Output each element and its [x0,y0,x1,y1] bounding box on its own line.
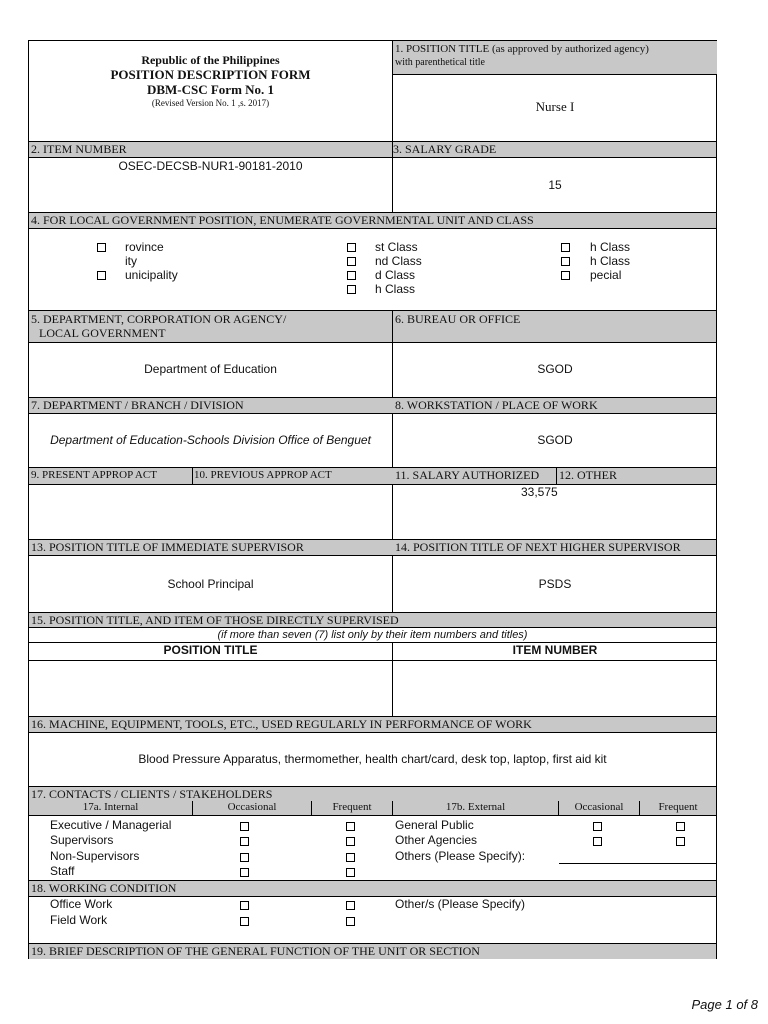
supervised-note: (if more than seven (7) list only by their item numbers and titles) [217,629,528,641]
office-work-frequent-checkbox[interactable] [346,901,355,910]
class-4-checkbox[interactable] [347,285,356,294]
item-number-label: 2. ITEM NUMBER [31,142,127,156]
contacts-header-row [29,801,716,816]
equipment-label: 16. MACHINE, EQUIPMENT, TOOLS, ETC., USED REGULARLY IN PERFORMANCE OF WORK [29,716,716,733]
header-form-name: POSITION DESCRIPTION FORM [110,67,311,82]
section-7-8-bar [29,397,716,414]
working-condition-label: 18. WORKING CONDITION [29,880,716,897]
class-5-checkbox[interactable] [561,243,570,252]
general-public-frequent-checkbox[interactable] [676,822,685,831]
class-6-label: h Class [590,254,631,268]
item-number-column-header: ITEM NUMBER [512,643,598,657]
salary-authorized-value[interactable]: 33,575 [521,485,558,499]
class-1-checkbox[interactable] [347,243,356,252]
local-government-label: 4. FOR LOCAL GOVERNMENT POSITION, ENUMERATE GOVERNMENTAL UNIT AND CLASS [29,212,716,229]
other-agencies-occasional-checkbox[interactable] [593,837,602,846]
form-header [29,41,392,141]
general-public-occasional-checkbox[interactable] [593,822,602,831]
present-approp-label: 9. PRESENT APPROP ACT [31,469,157,481]
internal-header: 17a. Internal [82,801,139,813]
special-label: pecial [590,268,622,282]
equipment-value[interactable]: Blood Pressure Apparatus, thermomether, health chart/card, desk top, laptop, first aid kit [138,752,607,766]
executive-frequent-checkbox[interactable] [346,822,355,831]
position-description-form [28,40,717,959]
other-agencies-frequent-checkbox[interactable] [676,837,685,846]
other-conditions-label: Other/s (Please Specify) [395,897,526,911]
item-number-value[interactable]: OSEC-DECSB-NUR1-90181-2010 [118,159,303,173]
others-specify-label: Others (Please Specify): [395,849,526,863]
division-value[interactable]: Department of Education-Schools Division Office of Benguet [50,433,371,447]
field-work-occasional-checkbox[interactable] [240,917,249,926]
class-1-label: st Class [375,240,418,254]
others-specify-field[interactable] [559,863,716,864]
previous-approp-label: 10. PREVIOUS APPROP ACT [194,469,332,481]
header-revision: (Revised Version No. 1 ,s. 2017) [151,98,270,108]
class-6-checkbox[interactable] [561,257,570,266]
section-5-6-bar: 5. DEPARTMENT, CORPORATION OR AGENCY/ LOCAL GOVERNMENT 6. BUREAU OR OFFICE [29,310,716,343]
immediate-supervisor-label: 13. POSITION TITLE OF IMMEDIATE SUPERVISOR [31,540,304,554]
class-3-checkbox[interactable] [347,271,356,280]
other-agencies-label: Other Agencies [395,833,478,847]
salary-grade-value[interactable]: 15 [548,178,562,192]
bureau-label: 6. BUREAU OR OFFICE [395,312,521,326]
class-2-checkbox[interactable] [347,257,356,266]
supervised-label: 15. POSITION TITLE, AND ITEM OF THOSE DIRECTLY SUPERVISED [29,612,716,628]
other-label: 12. OTHER [559,468,617,482]
city-label: ity [125,254,137,268]
province-checkbox[interactable] [97,243,106,252]
workstation-label: 8. WORKSTATION / PLACE OF WORK [395,398,598,412]
section-13-14-bar [29,539,716,556]
non-supervisors-frequent-checkbox[interactable] [346,853,355,862]
contacts-label: 17. CONTACTS / CLIENTS / STAKEHOLDERS [29,786,716,802]
header-form-number: DBM-CSC Form No. 1 [146,82,275,97]
field-work-frequent-checkbox[interactable] [346,917,355,926]
division-label: 7. DEPARTMENT / BRANCH / DIVISION [31,398,244,412]
office-work-occasional-checkbox[interactable] [240,901,249,910]
field-work-label: Field Work [50,913,108,927]
supervisors-occasional-checkbox[interactable] [240,837,249,846]
position-title-value[interactable]: Nurse I [535,99,575,114]
executive-label: Executive / Managerial [50,818,172,832]
workstation-value[interactable]: SGOD [537,433,573,447]
staff-label: Staff [50,864,75,878]
supervisors-frequent-checkbox[interactable] [346,837,355,846]
position-title-label: 1. POSITION TITLE (as approved by authorized agency) with parenthetical title [393,41,717,75]
salary-grade-label: 3. SALARY GRADE [393,142,497,156]
staff-frequent-checkbox[interactable] [346,868,355,877]
executive-occasional-checkbox[interactable] [240,822,249,831]
immediate-supervisor-value[interactable]: School Principal [167,577,254,591]
position-title-column-header: POSITION TITLE [163,643,258,657]
internal-frequent-header: Frequent [332,801,372,813]
class-4-label: h Class [375,282,416,296]
province-label: rovince [125,240,164,254]
staff-occasional-checkbox[interactable] [240,868,249,877]
external-occasional-header: Occasional [574,801,624,813]
section-2-3-bar [29,141,716,158]
header-republic: Republic of the Philippines [141,53,280,67]
class-5-label: h Class [590,240,631,254]
department-label: 5. DEPARTMENT, CORPORATION OR AGENCY/ [31,312,287,326]
office-work-label: Office Work [50,897,113,911]
class-2-label: nd Class [375,254,422,268]
special-checkbox[interactable] [561,271,570,280]
next-supervisor-label: 14. POSITION TITLE OF NEXT HIGHER SUPERVISOR [395,540,681,554]
department-value[interactable]: Department of Education [144,362,277,376]
non-supervisors-occasional-checkbox[interactable] [240,853,249,862]
external-frequent-header: Frequent [658,801,698,813]
page-number: Page 1 of 8 [691,997,758,1012]
general-public-label: General Public [395,818,474,832]
municipality-checkbox[interactable] [97,271,106,280]
bureau-value[interactable]: SGOD [537,362,573,376]
general-function-label: 19. BRIEF DESCRIPTION OF THE GENERAL FUNCTION OF THE UNIT OR SECTION [29,943,716,959]
supervisors-label: Supervisors [50,833,114,847]
salary-authorized-label: 11. SALARY AUTHORIZED [395,468,540,482]
next-supervisor-value[interactable]: PSDS [538,577,572,591]
internal-occasional-header: Occasional [227,801,277,813]
class-3-label: d Class [375,268,416,282]
non-supervisors-label: Non-Supervisors [50,849,140,863]
external-header: 17b. External [445,801,506,813]
municipality-label: unicipality [125,268,178,282]
section-9-12-bar [29,467,716,485]
